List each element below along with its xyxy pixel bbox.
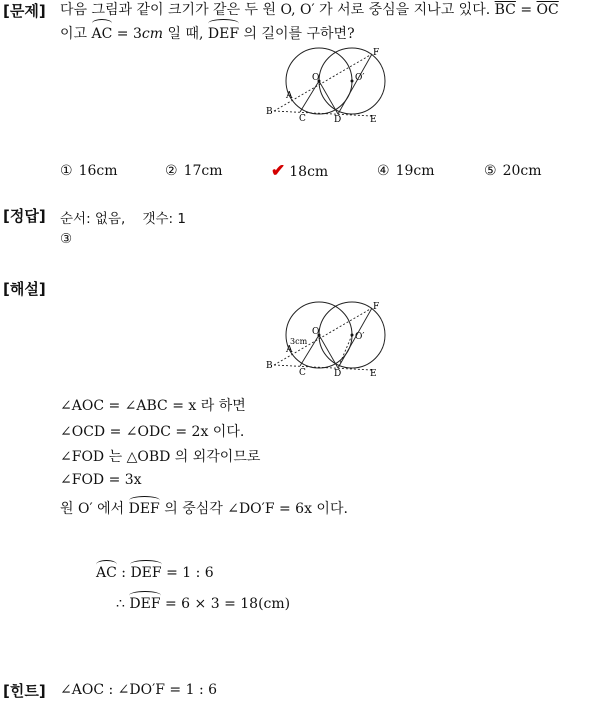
label-a: A bbox=[286, 91, 293, 101]
problem-line-2-c: 일 때, bbox=[167, 26, 204, 42]
option-2-number: ② bbox=[165, 163, 178, 179]
label-d: D bbox=[334, 115, 342, 125]
explanation-line-5-a: 원 O′ 에서 bbox=[60, 501, 125, 517]
label-c: C bbox=[299, 114, 306, 124]
explanation-line-1: ∠AOC = ∠ABC = x 라 하면 bbox=[60, 398, 246, 414]
arc-def: DEF bbox=[129, 596, 161, 612]
hint-text: ∠AOC : ∠DO′F = 1 : 6 bbox=[60, 682, 218, 698]
hint-label: [힌트] bbox=[3, 682, 46, 700]
answer-value: ③ bbox=[60, 231, 73, 247]
problem-line-2 bbox=[60, 24, 355, 44]
equals-sign: = bbox=[520, 2, 533, 18]
option-2[interactable] bbox=[165, 163, 223, 179]
option-3-text: 18cm bbox=[289, 164, 329, 180]
label-a: A bbox=[286, 345, 293, 355]
option-4-number: ④ bbox=[377, 163, 390, 179]
arc-ac: AC bbox=[91, 26, 113, 42]
option-1[interactable] bbox=[60, 163, 118, 179]
explanation-figure bbox=[262, 298, 402, 380]
segment-co bbox=[300, 81, 319, 112]
option-3[interactable] bbox=[271, 161, 328, 181]
arc-def: DEF bbox=[130, 565, 162, 581]
label-o-prime: O′ bbox=[355, 332, 365, 342]
explanation-line-5-b: 의 중심각 ∠DO′F = 6x 이다. bbox=[164, 501, 348, 517]
result-value: = 6 × 3 = 18(cm) bbox=[165, 596, 291, 612]
segment-o-prime-d bbox=[338, 335, 352, 368]
label-c: C bbox=[299, 368, 306, 378]
explanation-line-5 bbox=[60, 498, 348, 518]
option-4[interactable] bbox=[377, 163, 435, 179]
label-e: E bbox=[370, 115, 377, 125]
segment-oc: $\overline{OC}$ bbox=[536, 2, 559, 18]
ratio-separator: : bbox=[121, 565, 126, 581]
problem-line-2-d: 의 길이를 구하면? bbox=[243, 26, 355, 42]
problem-line-2-b: = 3 bbox=[116, 26, 142, 42]
option-5-text: 20cm bbox=[502, 163, 542, 179]
center-o-prime-dot bbox=[351, 80, 354, 83]
problem-line-2-a: 이고 bbox=[60, 26, 88, 42]
label-3cm: 3cm bbox=[290, 337, 308, 346]
option-4-text: 19cm bbox=[395, 163, 435, 179]
unit-cm: cm bbox=[141, 26, 164, 42]
arc-def: DEF bbox=[128, 501, 160, 517]
explanation-line-3: ∠FOD 는 △OBD 의 외각이므로 bbox=[60, 449, 261, 465]
segment-od bbox=[319, 335, 338, 368]
option-5[interactable] bbox=[484, 163, 542, 179]
check-icon: ✔ bbox=[271, 161, 286, 181]
therefore-symbol: ∴ bbox=[116, 596, 125, 612]
arc-ac: AC bbox=[96, 565, 117, 581]
explanation-label: [해설] bbox=[3, 280, 46, 298]
explanation-line-2: ∠OCD = ∠ODC = 2x 이다. bbox=[60, 424, 245, 440]
ratio-line bbox=[96, 565, 214, 581]
answer-info: 순서: 없음, 갯수: 1 bbox=[60, 211, 186, 227]
option-5-number: ⑤ bbox=[484, 163, 497, 179]
problem-line-1 bbox=[60, 0, 559, 20]
label-o: O bbox=[312, 327, 320, 337]
result-line bbox=[116, 596, 290, 612]
option-1-text: 16cm bbox=[78, 163, 118, 179]
option-2-text: 17cm bbox=[183, 163, 223, 179]
problem-line-1-text: 다음 그림과 같이 크기가 같은 두 원 O, O′ 가 서로 중심을 지나고 있다. bbox=[60, 2, 491, 18]
label-d: D bbox=[334, 369, 342, 379]
center-o-prime-dot bbox=[351, 334, 354, 337]
answer-label: [정답] bbox=[3, 207, 46, 225]
segment-bc: $\overline{BC}$ bbox=[494, 2, 516, 18]
label-b: B bbox=[266, 107, 273, 117]
segment-od bbox=[319, 81, 338, 114]
label-o-prime: O′ bbox=[355, 73, 365, 83]
label-o: O bbox=[312, 73, 320, 83]
ratio-value: = 1 : 6 bbox=[166, 565, 214, 581]
label-f: F bbox=[373, 302, 380, 312]
label-b: B bbox=[266, 361, 273, 371]
segment-df bbox=[338, 54, 372, 114]
problem-figure bbox=[262, 44, 402, 126]
explanation-line-4: ∠FOD = 3x bbox=[60, 472, 142, 488]
arc-def: DEF bbox=[207, 26, 240, 42]
label-e: E bbox=[370, 369, 377, 379]
option-1-number: ① bbox=[60, 163, 73, 179]
problem-label: [문제] bbox=[3, 2, 46, 20]
label-f: F bbox=[373, 48, 380, 58]
